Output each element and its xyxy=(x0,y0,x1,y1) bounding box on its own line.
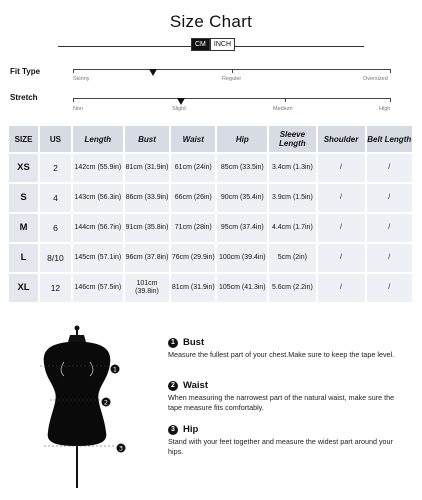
table-cell: 145cm (57.1in) xyxy=(73,244,123,272)
table-cell: / xyxy=(367,244,413,272)
fit-type-label: Fit Type xyxy=(10,67,41,76)
table-cell: 12 xyxy=(40,274,71,302)
hip-marker-label: 3 xyxy=(118,444,124,453)
col-length: Length xyxy=(73,126,123,152)
table-row xyxy=(9,244,412,272)
table-cell: / xyxy=(318,244,365,272)
waist-instruction xyxy=(168,380,398,412)
form-body xyxy=(44,342,111,446)
bust-instruction xyxy=(168,337,398,360)
col-bust: Bust xyxy=(125,126,169,152)
col-us: US xyxy=(40,126,71,152)
hip-text: Stand with your feet together and measure the widest part around your hips. xyxy=(168,437,393,456)
hip-title: Hip xyxy=(183,424,199,435)
table-cell: / xyxy=(318,214,365,242)
table-cell: 96cm (37.8in) xyxy=(125,244,169,272)
table-cell: 4.4cm (1.7in) xyxy=(269,214,315,242)
table-row xyxy=(9,184,412,212)
fit-type-pointer xyxy=(149,69,157,76)
stretch-mark-non: Non xyxy=(73,106,84,112)
dress-form-illustration xyxy=(30,322,140,494)
hip-instruction xyxy=(168,424,398,456)
fit-tick-2 xyxy=(390,69,391,73)
table-cell: M xyxy=(9,214,38,242)
col-hip: Hip xyxy=(217,126,267,152)
table-cell: 6 xyxy=(40,214,71,242)
table-cell: / xyxy=(367,214,413,242)
page-title: Size Chart xyxy=(169,12,253,31)
table-cell: 81cm (31.9in) xyxy=(171,274,215,302)
col-sleeve-length: Sleeve Length xyxy=(269,126,315,152)
stretch-mark-slight: Slight xyxy=(172,106,186,112)
table-cell: XL xyxy=(9,274,38,302)
table-cell: / xyxy=(318,184,365,212)
table-cell: 86cm (33.9in) xyxy=(125,184,169,212)
table-cell: 76cm (29.9in) xyxy=(171,244,215,272)
table-cell: 66cm (26in) xyxy=(171,184,215,212)
table-cell: 5.6cm (2.2in) xyxy=(269,274,315,302)
table-cell: 146cm (57.5in) xyxy=(73,274,123,302)
stretch-tick-2 xyxy=(285,98,286,102)
table-cell: 142cm (55.9in) xyxy=(73,154,123,182)
table-cell: 100cm (39.4in) xyxy=(217,244,267,272)
table-cell: 85cm (33.5in) xyxy=(217,154,267,182)
form-neck xyxy=(68,335,86,342)
table-cell: / xyxy=(367,184,413,212)
hip-number-icon: 3 xyxy=(168,425,178,435)
col-size: SIZE xyxy=(9,126,38,152)
stretch-tick-3 xyxy=(390,98,391,102)
bust-marker-label: 1 xyxy=(112,365,118,374)
unit-inch-button[interactable]: INCH xyxy=(210,38,235,51)
table-cell: / xyxy=(318,154,365,182)
bust-number-icon: 1 xyxy=(168,338,178,348)
table-cell: 71cm (28in) xyxy=(171,214,215,242)
col-belt-length: Belt Length xyxy=(367,126,413,152)
fit-mark-oversized: Oversized xyxy=(363,76,388,82)
stretch-mark-medium: Medium xyxy=(273,106,293,112)
table-cell: S xyxy=(9,184,38,212)
stretch-scale xyxy=(73,98,391,99)
table-cell: XS xyxy=(9,154,38,182)
table-header-row xyxy=(9,126,412,152)
fit-tick-1 xyxy=(232,69,233,73)
stretch-label: Stretch xyxy=(10,93,38,102)
table-cell: 2 xyxy=(40,154,71,182)
table-cell: 81cm (31.9in) xyxy=(125,154,169,182)
stretch-mark-high: High xyxy=(379,106,391,112)
table-row xyxy=(9,154,412,182)
stretch-tick-0 xyxy=(73,98,74,102)
table-cell: 4 xyxy=(40,184,71,212)
table-cell: 144cm (56.7in) xyxy=(73,214,123,242)
table-row xyxy=(9,214,412,242)
fit-mark-regular: Reguler xyxy=(222,76,242,82)
stretch-pointer xyxy=(177,98,185,105)
table-cell: 8/10 xyxy=(40,244,71,272)
col-waist: Waist xyxy=(171,126,215,152)
table-cell: 101cm (39.8in) xyxy=(125,274,169,302)
table-cell: 3.9cm (1.5in) xyxy=(269,184,315,212)
col-shoulder: Shoulder xyxy=(318,126,365,152)
table-cell: / xyxy=(318,274,365,302)
table-cell: 61cm (24in) xyxy=(171,154,215,182)
bust-text: Measure the fullest part of your chest.Make sure to keep the tape level. xyxy=(168,350,395,359)
table-cell: L xyxy=(9,244,38,272)
fit-tick-0 xyxy=(73,69,74,73)
form-neck-post xyxy=(76,329,78,335)
table-cell: 105cm (41.3in) xyxy=(217,274,267,302)
waist-title: Waist xyxy=(183,380,208,391)
unit-toggle[interactable] xyxy=(191,38,235,51)
table-cell: 90cm (35.4in) xyxy=(217,184,267,212)
table-cell: / xyxy=(367,274,413,302)
table-cell: 143cm (56.3in) xyxy=(73,184,123,212)
fit-mark-skinny: Skinny xyxy=(73,76,90,82)
table-cell: 91cm (35.8in) xyxy=(125,214,169,242)
waist-text: When measuring the narrowest part of the natural waist, make sure the tape measure fits comfortably. xyxy=(168,393,395,412)
bust-title: Bust xyxy=(183,337,205,348)
table-row xyxy=(9,274,412,302)
waist-number-icon: 2 xyxy=(168,381,178,391)
table-cell: 95cm (37.4in) xyxy=(217,214,267,242)
unit-cm-button[interactable]: CM xyxy=(191,38,210,51)
waist-marker-label: 2 xyxy=(103,398,109,407)
table-cell: 3.4cm (1.3in) xyxy=(269,154,315,182)
table-cell: / xyxy=(367,154,413,182)
size-table xyxy=(7,124,414,304)
form-stand xyxy=(76,446,78,488)
table-cell: 5cm (2in) xyxy=(269,244,315,272)
